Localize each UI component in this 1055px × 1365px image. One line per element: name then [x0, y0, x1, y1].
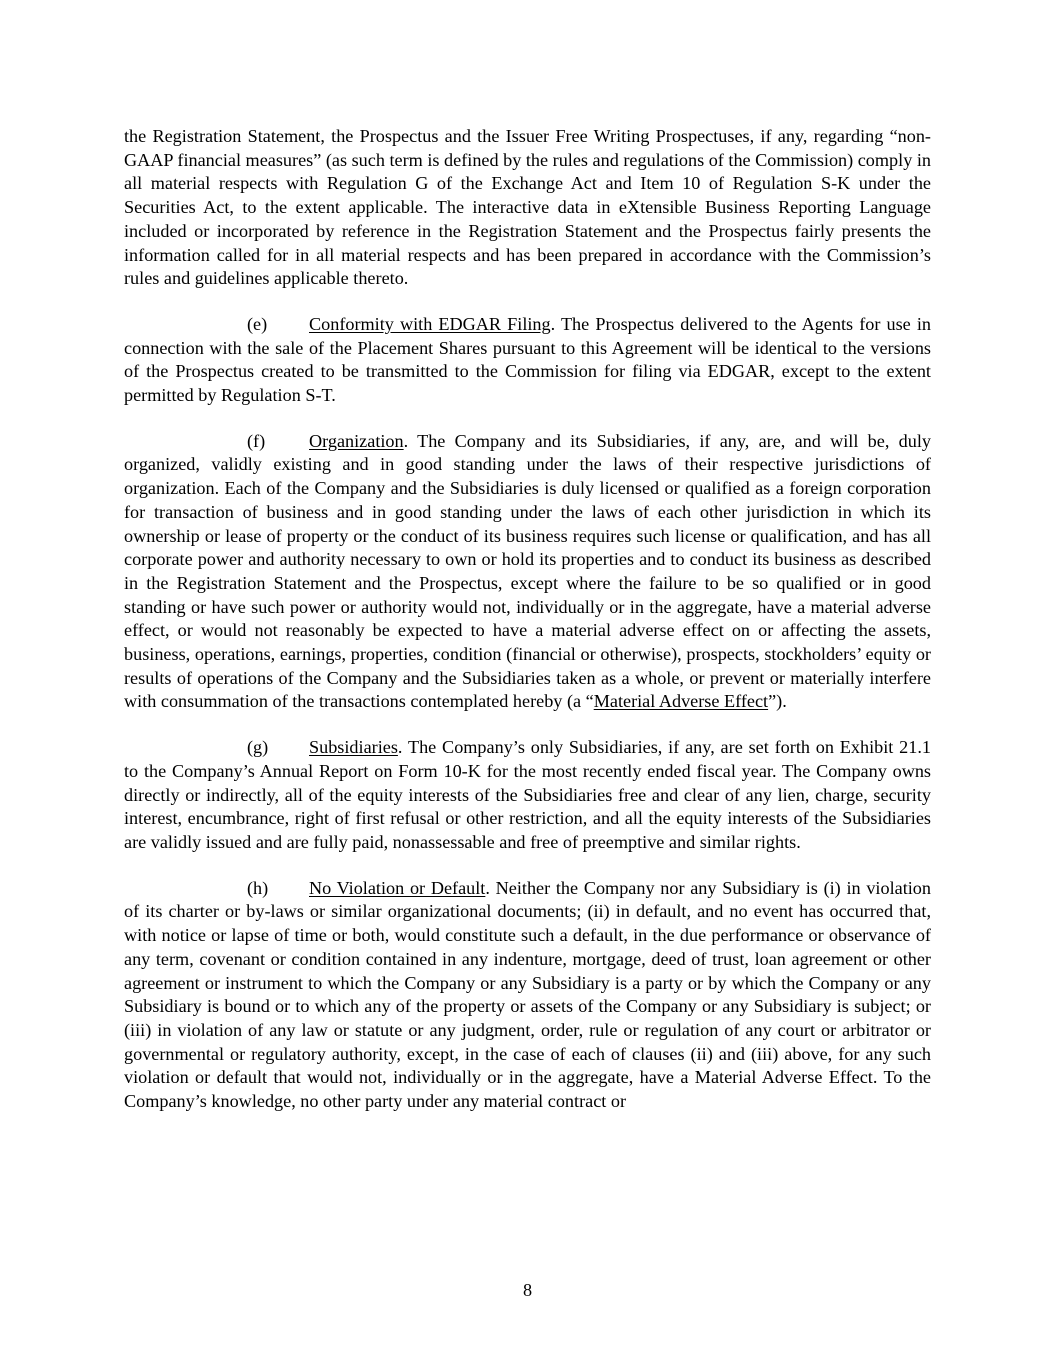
paragraph-f — [124, 430, 931, 714]
paragraph-e — [124, 313, 931, 408]
section-body-h: . Neither the Company nor any Subsidiary is (i) in violation of its charter or by-laws or similar organizational documents; (ii) in default, and no event has occurred that, with notice or lapse of time or both, would constitute such a default, in the due performance or observance of any term, covenant or condition contained in any indenture, mortgage, deed of trust, loan agreement or other agreement or instrument to which the Company or any Subsidiary is a party or by which the Company or any Subsidiary is bound or to which any of the property or assets of the Company or any Subsidiary is subject; or (iii) in violation of any law or statute or any judgment, order, rule or regulation of any court or arbitrator or governmental or regulatory authority, except, in the case of each of clauses (ii) and (iii) above, for any such violation or default that would not, individually or in the aggregate, have a Material Adverse Effect. To the Company’s knowledge, no other party under any material contract or — [124, 877, 931, 1112]
section-heading-conformity-with-edgar-filing: Conformity with EDGAR Filing — [309, 313, 551, 334]
section-heading-no-violation-or-default: No Violation or Default — [309, 877, 486, 898]
section-body-g: . The Company’s only Subsidiaries, if any, are set forth on Exhibit 21.1 to the Company’s Annual Report on Form 10-K for the most recently ended fiscal year. The Company owns directly or indirectly, all of the equity interests of the Subsidiaries free and clear of any lien, charge, security interest, encumbrance, right of first refusal or other restriction, and all the equity interests of the Subsidiaries are validly issued and are fully paid, nonassessable and free of preemptive and similar rights. — [124, 737, 931, 852]
section-heading-organization: Organization — [309, 430, 404, 451]
section-label-e: (e) — [247, 313, 268, 334]
paragraph-h — [124, 877, 931, 1114]
section-heading-subsidiaries: Subsidiaries — [309, 737, 398, 758]
section-label-h: (h) — [247, 877, 269, 898]
paragraph-g — [124, 736, 931, 855]
page-number: 8 — [522, 1280, 533, 1300]
defined-term-material-adverse-effect: Material Adverse Effect — [593, 691, 769, 712]
section-body-e: . The Prospectus delivered to the Agents for use in connection with the sale of the Placement Shares pursuant to this Agreement will be identical to the versions of the Prospectus created to be transmitted to the Commission for filing via EDGAR, except to the extent permitted by Regulation S-T. — [124, 313, 931, 406]
section-body-f-end: ”). — [768, 691, 787, 712]
paragraph-d-continuation: the Registration Statement, the Prospectus and the Issuer Free Writing Prospectuses, if any, regarding “non-GAAP financial measures” (as such term is defined by the rules and regulations of the Commission) comply in all material respects with Regulation G of the Exchange Act and Item 10 of Regulation S-K under the Securities Act, to the extent applicable. The interactive data in eXtensible Business Reporting Language included or incorporated by reference in the Registration Statement and the Prospectus fairly presents the information called for in all material respects and has been prepared in accordance with the Commission’s rules and guidelines applicable thereto. — [124, 126, 931, 289]
section-label-g: (g) — [247, 737, 269, 758]
document-page — [124, 125, 931, 1136]
section-label-f: (f) — [247, 430, 266, 451]
section-body-f: . The Company and its Subsidiaries, if any, are, and will be, duly organized, validly existing and in good standing under the laws of their respective jurisdictions of organization. Each of the Company and the Subsidiaries is duly licensed or qualified as a foreign corporation for transaction of business and in good standing under the laws of each other jurisdiction in which its ownership or lease of property or the conduct of its business requires such license or qualification, and has all corporate power and authority necessary to own or hold its properties and to conduct its business as described in the Registration Statement and the Prospectus, except where the failure to be so qualified or in good standing or have such power or authority would not, individually or in the aggregate, have a material adverse effect, or would not reasonably be expected to have a material adverse effect on or affecting the assets, business, operations, earnings, properties, condition (financial or otherwise), prospects, stockholders’ equity or results of operations of the Company and the Subsidiaries taken as a whole, or prevent or materially interfere with consummation of the transactions contemplated hereby (a “ — [124, 430, 931, 712]
